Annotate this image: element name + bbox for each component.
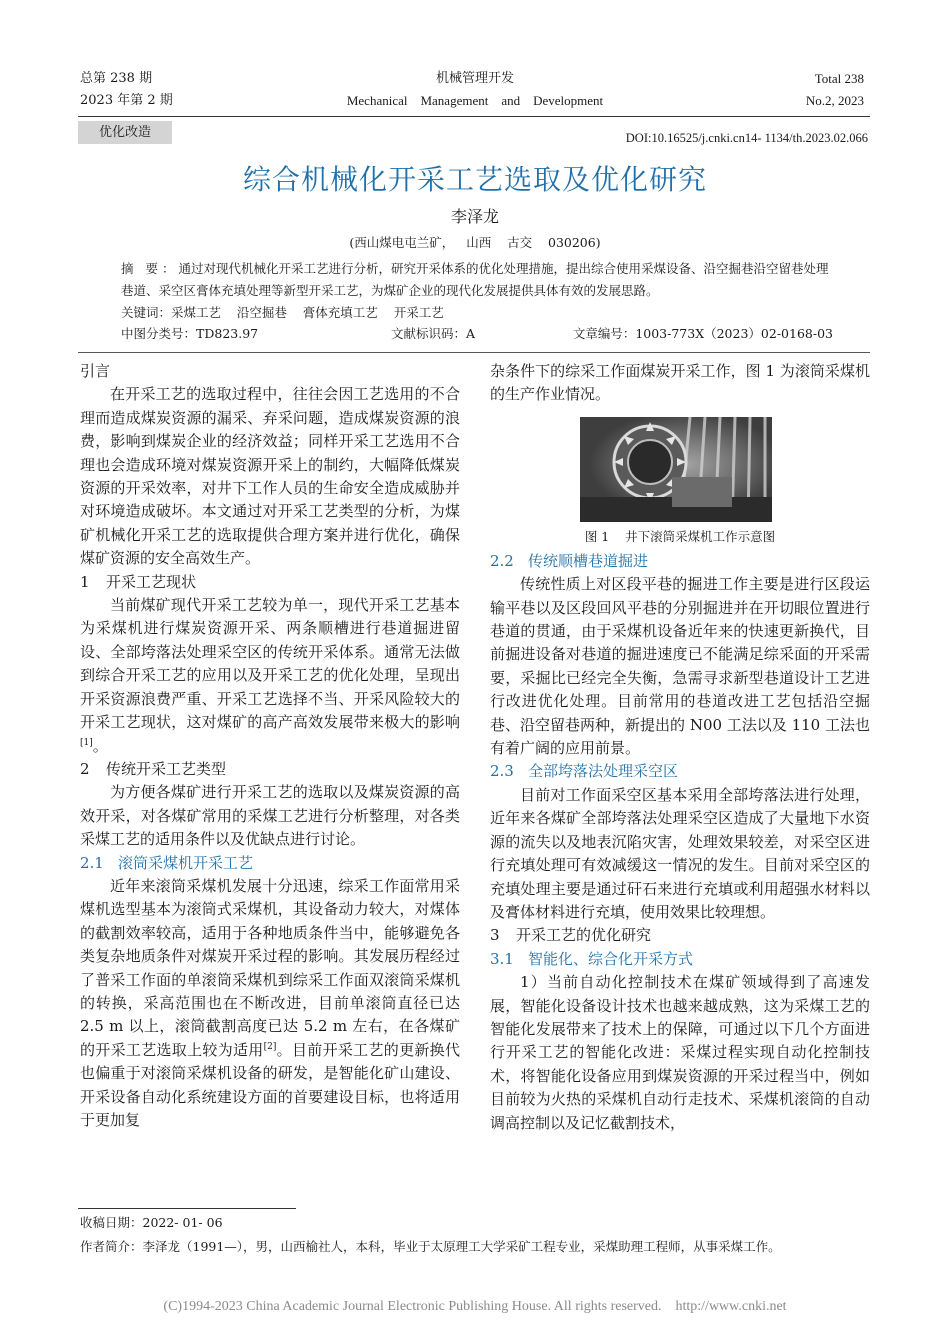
header-left [80,68,173,112]
copyright-notice: (C)1994-2023 China Academic Journal Electronic Publishing House. All rights reserved. http://www.cnki.net [163,1299,787,1314]
section-2-1-paragraph [80,875,460,1132]
section-3-number: 3 [490,926,500,945]
intro-heading: 引言 [80,362,111,380]
affiliation: (西山煤电屯兰矿， 山西 古交 030206) [349,235,601,250]
section-1-paragraph [80,594,460,758]
total-issue-en: Total 238 [814,71,864,86]
shearer-photo [580,417,772,522]
author-bio: 作者简介：李泽龙（1991—），男，山西榆社人，本科，毕业于太原理工大学采矿工程专业，采煤助理工程师，从事采煤工作。 [80,1239,781,1254]
separator-rule [78,352,870,353]
section-2-2-number: 2.2 [490,551,514,570]
author: 李泽龙 [450,207,499,226]
intro-paragraph: 在开采工艺的选取过程中，往往会因工艺选用的不合理而造成煤炭资源的漏采、弃采问题，造成煤炭资源的浪费，影响到煤炭企业的经济效益；同样开采工艺选用不合理也会造成环境对煤炭资源开采上的制约，大幅降低煤炭资源的开采效率，对井下工作人员的生命安全造成威胁并对环境造成破坏。本文通过对开采工艺类型的分析，为煤矿机械化开采工艺的选取提供合理方案并进行优化，确保煤矿资源的安全高效生产。 [80,385,460,568]
shearer-figure [580,417,772,522]
section-2-3-heading [490,760,870,783]
section-2-2-paragraph: 传统性质上对区段平巷的掘进工作主要是进行区段运输平巷以及区段回风平巷的分别掘进并在开切眼位置进行巷道的贯通，由于采煤机设备近年来的快速更新换代，目前掘进设备对巷道的掘进速度已不能满足综采面的开采需要，采掘比已经完全失衡，急需寻求新型巷道设计工艺进行改进优化处理。目前常用的巷道改进工艺包括沿空掘巷、沿空留巷两种，新提出的 N00 工法以及 110 工法也有着广阔的应用前景。 [490,575,870,758]
clc-number: 中图分类号：TD823.97 [121,326,259,341]
abstract [121,258,833,302]
section-3-heading [490,924,870,947]
section-2-1-text-b: 。目前开采工艺的更新换代也偏重于对滚筒采煤机设备的研发，是智能化矿山建设、开采设备自动化系统建设方面的首要建设目标，也将适用于更加复 [80,1040,460,1129]
citation-2: [2] [263,1041,277,1052]
section-2-1-heading [80,852,460,875]
section-2-2-heading [490,550,870,573]
section-2-2-title: 传统顺槽巷道掘进 [528,551,649,570]
section-1-number: 1 [80,572,90,591]
section-2-paragraph: 为方便各煤矿进行开采工艺的选取以及煤炭资源的高效开采，对各煤矿常用的采煤工艺进行分析整理，对各类采煤工艺的适用条件以及优缺点进行讨论。 [80,783,460,849]
issue-en: No.2, 2023 [805,93,864,108]
header-right [806,68,864,112]
continued-paragraph: 杂条件下的综采工作面煤炭开采工作，图 1 为滚筒采煤机的生产作业情况。 [490,362,870,404]
article-number: 文章编号：1003-773X（2023）02-0168-03 [572,326,833,341]
section-3-1-number: 3.1 [490,949,514,968]
section-3-1-heading [490,948,870,971]
section-2-title: 传统开采工艺类型 [106,759,227,778]
section-2-1-text-a: 近年来滚筒采煤机发展十分迅速，综采工作面常用采煤机选型基本为滚筒式采煤机，其设备动力较大，对煤体的截割效率较高，适用于各种地质条件当中，能够避免各类复杂地质条件对煤炭开采过程的影响。其发展历程经过了普采工作面的单滚筒采煤机到综采工作面双滚筒采煤机的转换，采高范围也在不断改进，目前单滚筒直径已达 2.5 m 以上，滚筒截割高度已达 5.2 m 左右，在各煤矿的开采工艺选取上较为适用 [80,876,460,1059]
right-column [490,360,870,1135]
abstract-label: 摘 要： [121,261,179,276]
section-2-heading [80,758,460,781]
section-2-3-number: 2.3 [490,762,514,781]
classification-row [121,323,833,345]
doi: DOI:10.16525/j.cnki.cn14- 1134/th.2023.02.066 [625,131,868,145]
left-column [80,360,460,1132]
keywords [121,302,833,324]
document-code: 文献标识码：A [391,326,476,341]
section-1-title: 开采工艺现状 [106,572,197,591]
footnote-rule [78,1208,296,1209]
section-3-1-paragraph: 1）当前自动化控制技术在煤矿领域得到了高速发展，智能化设备设计技术也越来越成熟，这为采煤工艺的智能化发展带来了技术上的保障，可通过以下几个方面进行开采工艺的智能化改进：采煤过程实现自动化控制技术，将智能化设备应用到煤炭资源的开采过程当中，例如目前较为火热的采煤机自动行走技术、采煤机滚筒的自动调高控制以及记忆截割技术， [490,973,870,1132]
article-title: 综合机械化开采工艺选取及优化研究 [242,163,707,196]
keywords-text: 采煤工艺 沿空掘巷 膏体充填工艺 开采工艺 [171,305,444,320]
header-rule [78,116,870,117]
section-2-number: 2 [80,759,90,778]
section-1-text: 当前煤矿现代开采工艺较为单一，现代开采工艺基本为采煤机进行煤炭资源开采、两条顺槽进行巷道掘进留设、全部垮落法处理采空区的传统开采体系。通常无法做到综合开采工艺的应用以及开采工艺的优化处理，呈现出开采资源浪费严重、开采工艺选择不当、开采风险较大的开采工艺现状，这对煤矿的高产高效发展带来极大的影响 [80,596,460,732]
header-center [260,68,690,112]
total-issue-cn: 总第 238 期 [80,71,153,86]
section-2-1-title: 滚筒采煤机开采工艺 [118,853,254,872]
column-tag: 优化改造 [78,121,172,144]
journal-cn: 机械管理开发 [435,71,514,86]
citation-1: [1] [80,737,93,748]
figure-caption: 图 1 井下滚筒采煤机工作示意图 [584,528,776,544]
section-1-end: 。 [92,736,108,755]
section-3-1-title: 智能化、综合化开采方式 [528,949,694,968]
journal-en: Mechanical Management and Development [346,93,604,108]
section-2-3-paragraph: 目前对工作面采空区基本采用全部垮落法进行处理，近年来各煤矿全部垮落法处理采空区造成了大量地下水资源的流失以及地表沉陷灾害，处理效果较差，对采空区进行充填处理可有效减缓这一情况的发生。目前对采空区的充填处理主要是通过矸石来进行充填或利用超强水材料以及膏体材料进行充填，使用效果比较理想。 [490,785,870,921]
section-3-title: 开采工艺的优化研究 [516,926,652,945]
abstract-text: 通过对现代机械化开采工艺进行分析，研究开采体系的优化处理措施，提出综合使用采煤设备、沿空掘巷沿空留巷处理巷道、采空区膏体充填处理等新型开采工艺，为煤矿企业的现代化发展提供具体有效的发展思路。 [121,261,829,298]
section-1-heading [80,571,460,594]
keywords-label: 关键词： [121,305,172,320]
issue-cn: 2023 年第 2 期 [80,93,173,108]
section-2-3-title: 全部垮落法处理采空区 [528,762,679,781]
section-2-1-number: 2.1 [80,853,104,872]
received-date: 收稿日期：2022- 01- 06 [80,1215,223,1230]
